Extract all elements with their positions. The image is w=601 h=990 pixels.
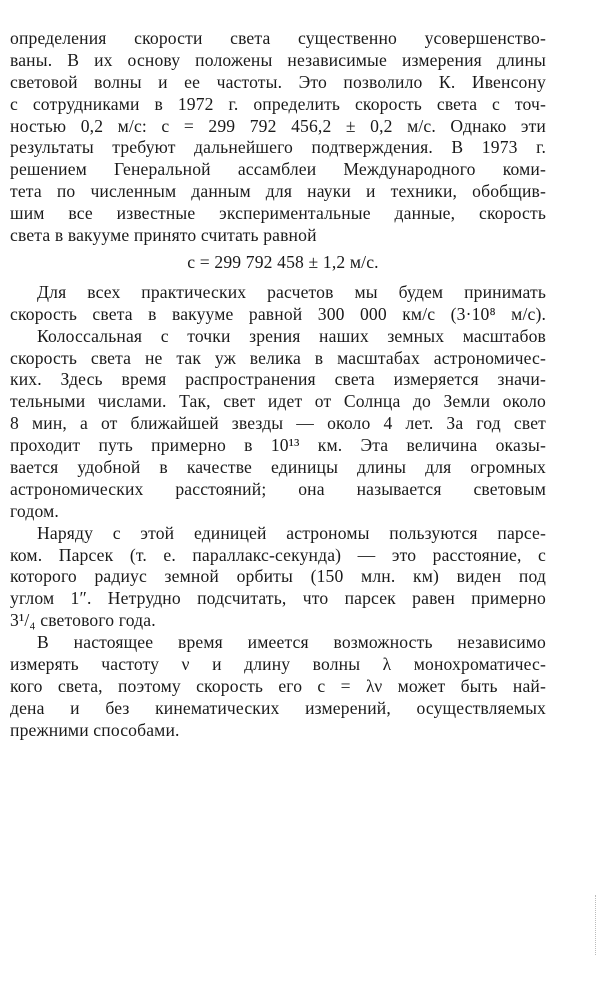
text-line: проходит путь примерно в 10¹³ км. Эта величина оказы- (10, 435, 546, 456)
text-line: Наряду с этой единицей астрономы пользуются парсе- (37, 522, 546, 543)
text-line: Колоссальная с точки зрения наших земных масштабов (37, 325, 546, 346)
paragraph-3 (10, 326, 546, 523)
page-text (10, 28, 546, 742)
text-line: углом 1″. Нетрудно подсчитать, что парсек равен примерно (10, 588, 546, 609)
text-line: скорость света в вакууме равной 300 000 км/с (3·10⁸ м/с). (10, 303, 546, 324)
paragraph-5 (10, 632, 546, 741)
text-line: вается удобной в качестве единицы длины для огромных (10, 457, 546, 478)
text-line: тета по численным данным для науки и техники, обобщив- (10, 181, 546, 202)
text-line: 8 мин, а от ближайшей звезды — около 4 лет. За год свет (10, 413, 546, 434)
text-line: Для всех практических расчетов мы будем принимать (37, 281, 546, 302)
text-line: астрономических расстояний; она называется световым (10, 478, 546, 499)
formula: c = 299 792 458 ± 1,2 м/с. (187, 251, 379, 272)
text-line: измерять частоту ν и длину волны λ монохроматичес- (10, 654, 546, 675)
text-line: 3¹/₄ светового года. (10, 610, 156, 631)
paragraph-1 (10, 28, 546, 247)
text-line: решением Генеральной ассамблеи Международного коми- (10, 159, 546, 180)
text-line: световой волны и ее частоты. Это позволило К. Ивенсону (10, 71, 546, 92)
text-line: ностью 0,2 м/с: c = 299 792 456,2 ± 0,2 м/с. Однако эти (10, 115, 546, 136)
text-line: ваны. В их основу положены независимые измерения длины (10, 49, 546, 70)
text-line: годом. (10, 500, 59, 521)
text-line: тельными числами. Так, свет идет от Солнца до Земли около (10, 391, 546, 412)
paragraph-4 (10, 523, 546, 632)
text-line: с сотрудниками в 1972 г. определить скорость света с точ- (10, 93, 546, 114)
text-line: ких. Здесь время распространения света измеряется значи- (10, 369, 546, 390)
scan-edge-artifact (595, 895, 599, 955)
paragraph-2 (10, 282, 546, 326)
text-line: которого радиус земной орбиты (150 млн. км) виден под (10, 566, 546, 587)
text-line: прежними способами. (10, 719, 180, 740)
text-line: В настоящее время имеется возможность независимо (37, 632, 546, 653)
text-line: скорость света не так уж велика в масштабах астрономичес- (10, 347, 546, 368)
text-line: ком. Парсек (т. е. параллакс-секунда) — это расстояние, с (10, 544, 546, 565)
text-line: определения скорости света существенно усовершенство- (10, 28, 546, 48)
text-line: света в вакууме принято считать равной (10, 225, 317, 246)
text-line: шим все известные экспериментальные данные, скорость (10, 203, 546, 224)
text-line: кого света, поэтому скорость его c = λν может быть най- (10, 675, 546, 696)
text-line: дена и без кинематических измерений, осуществляемых (10, 697, 546, 718)
text-line: результаты требуют дальнейшего подтверждения. В 1973 г. (10, 137, 546, 158)
